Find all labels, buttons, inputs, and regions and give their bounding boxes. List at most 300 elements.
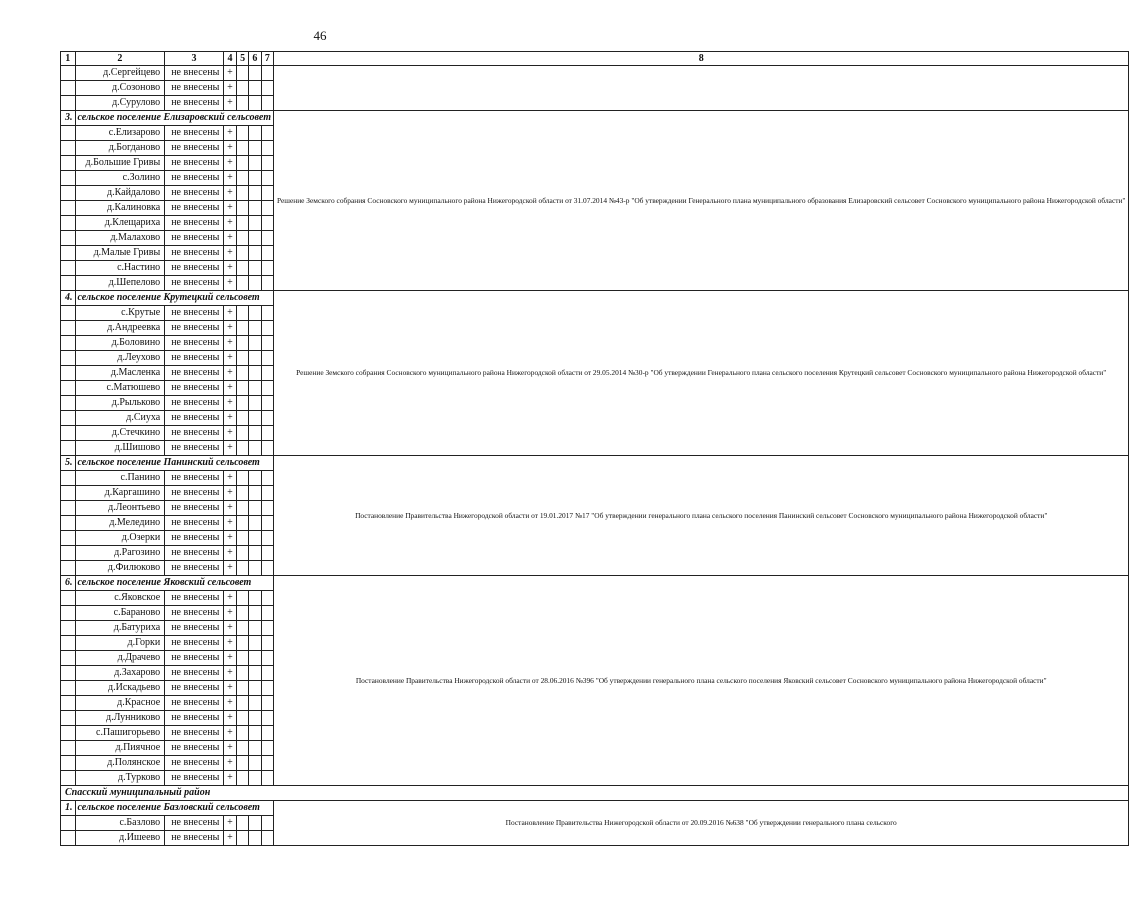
empty-cell-6 <box>249 771 262 786</box>
empty-cell-5 <box>237 666 249 681</box>
empty-cell-6 <box>249 336 262 351</box>
settlement-name: д.Сиуха <box>75 411 165 426</box>
col-header: 8 <box>274 52 1129 66</box>
mark-cell: + <box>223 216 236 231</box>
row-number-cell <box>61 351 76 366</box>
settlement-name: д.Малахово <box>75 231 165 246</box>
empty-cell-6 <box>249 486 262 501</box>
settlement-name: с.Елизарово <box>75 126 165 141</box>
row-number-cell <box>61 666 76 681</box>
page-number: 46 <box>313 28 327 43</box>
row-number-cell <box>61 741 76 756</box>
row-number-cell <box>61 486 76 501</box>
status-cell: не внесены <box>165 726 224 741</box>
row-number-cell <box>61 261 76 276</box>
status-cell: не внесены <box>165 756 224 771</box>
empty-cell-7 <box>261 186 273 201</box>
row-number-cell <box>61 141 76 156</box>
empty-cell-6 <box>249 471 262 486</box>
empty-cell-5 <box>237 261 249 276</box>
empty-cell-6 <box>249 321 262 336</box>
row-number-cell <box>61 246 76 261</box>
empty-cell-5 <box>237 306 249 321</box>
status-cell: не внесены <box>165 126 224 141</box>
empty-cell-7 <box>261 546 273 561</box>
empty-cell-6 <box>249 516 262 531</box>
header-row <box>61 52 1129 66</box>
settlement-name: д.Пиячное <box>75 741 165 756</box>
mark-cell: + <box>223 516 236 531</box>
document-reference-cell: Постановление Правительства Нижегородской области от 20.09.2016 №638 "Об утверждении генерального плана сельского <box>274 801 1129 846</box>
status-cell: не внесены <box>165 141 224 156</box>
status-cell: не внесены <box>165 816 224 831</box>
district-row <box>61 786 1129 801</box>
empty-cell-6 <box>249 831 262 846</box>
mark-cell: + <box>223 651 236 666</box>
mark-cell: + <box>223 666 236 681</box>
settlement-name: д.Батуриха <box>75 621 165 636</box>
status-cell: не внесены <box>165 81 224 96</box>
col-header: 5 <box>237 52 249 66</box>
status-cell: не внесены <box>165 351 224 366</box>
section-row <box>61 291 1129 306</box>
status-cell: не внесены <box>165 261 224 276</box>
empty-cell-6 <box>249 276 262 291</box>
empty-cell-7 <box>261 411 273 426</box>
empty-cell-7 <box>261 396 273 411</box>
empty-cell-7 <box>261 141 273 156</box>
empty-cell-6 <box>249 381 262 396</box>
settlement-name: д.Шишово <box>75 441 165 456</box>
document-reference-cell: Решение Земского собрания Сосновского муниципального района Нижегородской области от 31.07.2014 №43-р "Об утверждении Генерального плана муниципального образования Елизаровский сельсовет Сосновского муниципального района Нижегородской области" <box>274 111 1129 291</box>
settlement-name: д.Андреевка <box>75 321 165 336</box>
row-number-cell <box>61 81 76 96</box>
empty-cell-7 <box>261 771 273 786</box>
empty-cell-5 <box>237 246 249 261</box>
empty-cell-5 <box>237 321 249 336</box>
empty-cell-5 <box>237 276 249 291</box>
empty-cell-5 <box>237 816 249 831</box>
document-reference-cell: Постановление Правительства Нижегородской области от 19.01.2017 №17 "Об утверждении генерального плана сельского поселения Панинский сельсовет Сосновского муниципального района Нижегородской области" <box>274 456 1129 576</box>
status-cell: не внесены <box>165 366 224 381</box>
empty-cell-5 <box>237 726 249 741</box>
empty-cell-6 <box>249 396 262 411</box>
mark-cell: + <box>223 711 236 726</box>
empty-cell-5 <box>237 516 249 531</box>
status-cell: не внесены <box>165 771 224 786</box>
empty-cell-6 <box>249 606 262 621</box>
empty-cell-7 <box>261 486 273 501</box>
empty-cell-7 <box>261 666 273 681</box>
empty-cell-5 <box>237 831 249 846</box>
empty-cell-6 <box>249 426 262 441</box>
settlement-name: д.Меледино <box>75 516 165 531</box>
status-cell: не внесены <box>165 696 224 711</box>
empty-cell-7 <box>261 636 273 651</box>
mark-cell: + <box>223 501 236 516</box>
col-header: 1 <box>61 52 76 66</box>
empty-cell-7 <box>261 126 273 141</box>
empty-cell-5 <box>237 186 249 201</box>
status-cell: не внесены <box>165 186 224 201</box>
mark-cell: + <box>223 591 236 606</box>
section-title: сельское поселение Панинский сельсовет <box>75 456 274 471</box>
empty-cell-5 <box>237 66 249 81</box>
empty-cell-7 <box>261 351 273 366</box>
empty-cell-5 <box>237 591 249 606</box>
empty-cell-5 <box>237 411 249 426</box>
settlement-name: д.Ишеево <box>75 831 165 846</box>
empty-cell-6 <box>249 756 262 771</box>
status-cell: не внесены <box>165 561 224 576</box>
row-number-cell <box>61 66 76 81</box>
row-number-cell <box>61 201 76 216</box>
document-reference-cell: Решение Земского собрания Сосновского муниципального района Нижегородской области от 29.05.2014 №30-р "Об утверждении Генерального плана сельского поселения Крутецкий сельсовет Сосновского муниципального района Нижегородской области" <box>274 291 1129 456</box>
settlement-name: д.Леонтьево <box>75 501 165 516</box>
empty-cell-6 <box>249 636 262 651</box>
settlement-name: д.Малые Гривы <box>75 246 165 261</box>
status-cell: не внесены <box>165 381 224 396</box>
settlement-name: д.Сурулово <box>75 96 165 111</box>
empty-cell-5 <box>237 501 249 516</box>
empty-cell-5 <box>237 696 249 711</box>
settlement-name: с.Матюшево <box>75 381 165 396</box>
settlement-name: д.Филюково <box>75 561 165 576</box>
empty-cell-6 <box>249 741 262 756</box>
empty-cell-5 <box>237 606 249 621</box>
empty-cell-5 <box>237 426 249 441</box>
mark-cell: + <box>223 81 236 96</box>
settlement-name: с.Золино <box>75 171 165 186</box>
status-cell: не внесены <box>165 486 224 501</box>
row-number-cell <box>61 366 76 381</box>
mark-cell: + <box>223 156 236 171</box>
empty-cell-7 <box>261 621 273 636</box>
row-number-cell <box>61 276 76 291</box>
empty-cell-7 <box>261 816 273 831</box>
district-title: Спасский муниципальный район <box>61 786 1129 801</box>
empty-cell-5 <box>237 711 249 726</box>
status-cell: не внесены <box>165 591 224 606</box>
settlement-name: д.Кайдалово <box>75 186 165 201</box>
settlement-name: с.Бараново <box>75 606 165 621</box>
empty-cell-7 <box>261 201 273 216</box>
mark-cell: + <box>223 816 236 831</box>
settlement-name: д.Боловино <box>75 336 165 351</box>
row-number-cell <box>61 546 76 561</box>
status-cell: не внесены <box>165 531 224 546</box>
empty-cell-7 <box>261 651 273 666</box>
status-cell: не внесены <box>165 741 224 756</box>
settlement-name: д.Стечкино <box>75 426 165 441</box>
settlement-name: с.Яковское <box>75 591 165 606</box>
empty-cell-6 <box>249 726 262 741</box>
row-number-cell <box>61 306 76 321</box>
status-cell: не внесены <box>165 66 224 81</box>
empty-cell-7 <box>261 381 273 396</box>
empty-cell-7 <box>261 321 273 336</box>
empty-cell-6 <box>249 711 262 726</box>
row-number-cell <box>61 441 76 456</box>
empty-cell-6 <box>249 681 262 696</box>
settlement-name: д.Захарово <box>75 666 165 681</box>
section-number: 4. <box>61 291 76 306</box>
row-number-cell <box>61 621 76 636</box>
section-row <box>61 801 1129 816</box>
status-cell: не внесены <box>165 441 224 456</box>
status-cell: не внесены <box>165 471 224 486</box>
status-cell: не внесены <box>165 96 224 111</box>
settlement-name: с.Пашигорьево <box>75 726 165 741</box>
mark-cell: + <box>223 186 236 201</box>
empty-cell-7 <box>261 681 273 696</box>
empty-cell-6 <box>249 366 262 381</box>
col-header: 4 <box>223 52 236 66</box>
empty-cell-7 <box>261 231 273 246</box>
empty-cell-7 <box>261 471 273 486</box>
status-cell: не внесены <box>165 411 224 426</box>
mark-cell: + <box>223 531 236 546</box>
empty-cell-7 <box>261 261 273 276</box>
empty-cell-5 <box>237 771 249 786</box>
status-cell: не внесены <box>165 606 224 621</box>
mark-cell: + <box>223 141 236 156</box>
empty-cell-5 <box>237 201 249 216</box>
status-cell: не внесены <box>165 171 224 186</box>
settlement-name: д.Красное <box>75 696 165 711</box>
empty-cell-7 <box>261 501 273 516</box>
mark-cell: + <box>223 741 236 756</box>
status-cell: не внесены <box>165 201 224 216</box>
row-number-cell <box>61 771 76 786</box>
settlement-name: д.Клещариха <box>75 216 165 231</box>
settlement-name: д.Калиновка <box>75 201 165 216</box>
mark-cell: + <box>223 696 236 711</box>
mark-cell: + <box>223 381 236 396</box>
col-header: 7 <box>261 52 273 66</box>
mark-cell: + <box>223 606 236 621</box>
empty-cell-7 <box>261 81 273 96</box>
row-number-cell <box>61 831 76 846</box>
mark-cell: + <box>223 471 236 486</box>
empty-cell-7 <box>261 516 273 531</box>
status-cell: не внесены <box>165 636 224 651</box>
mark-cell: + <box>223 831 236 846</box>
row-number-cell <box>61 606 76 621</box>
empty-cell-6 <box>249 201 262 216</box>
empty-cell-7 <box>261 276 273 291</box>
empty-cell-6 <box>249 816 262 831</box>
row-number-cell <box>61 336 76 351</box>
status-cell: не внесены <box>165 336 224 351</box>
mark-cell: + <box>223 546 236 561</box>
empty-cell-5 <box>237 156 249 171</box>
mark-cell: + <box>223 411 236 426</box>
empty-cell-6 <box>249 696 262 711</box>
status-cell: не внесены <box>165 246 224 261</box>
settlement-name: д.Горки <box>75 636 165 651</box>
settlement-name: д.Полянское <box>75 756 165 771</box>
empty-cell-5 <box>237 531 249 546</box>
row-number-cell <box>61 216 76 231</box>
empty-cell-5 <box>237 216 249 231</box>
section-row <box>61 576 1129 591</box>
status-cell: не внесены <box>165 426 224 441</box>
empty-cell-7 <box>261 531 273 546</box>
row-number-cell <box>61 681 76 696</box>
row-number-cell <box>61 231 76 246</box>
empty-cell-5 <box>237 681 249 696</box>
mark-cell: + <box>223 561 236 576</box>
empty-cell-5 <box>237 171 249 186</box>
status-cell: не внесены <box>165 216 224 231</box>
row-number-cell <box>61 531 76 546</box>
row-number-cell <box>61 816 76 831</box>
row-number-cell <box>61 651 76 666</box>
empty-cell-7 <box>261 756 273 771</box>
empty-cell-5 <box>237 81 249 96</box>
status-cell: не внесены <box>165 711 224 726</box>
empty-cell-6 <box>249 186 262 201</box>
empty-cell-6 <box>249 141 262 156</box>
settlement-name: д.Лунниково <box>75 711 165 726</box>
mark-cell: + <box>223 636 236 651</box>
row-number-cell <box>61 591 76 606</box>
row-number-cell <box>61 636 76 651</box>
row-number-cell <box>61 756 76 771</box>
register-table <box>60 51 1129 846</box>
empty-cell-5 <box>237 381 249 396</box>
row-number-cell <box>61 471 76 486</box>
row-number-cell <box>61 501 76 516</box>
empty-cell-7 <box>261 606 273 621</box>
empty-cell-6 <box>249 651 262 666</box>
settlement-name: д.Богданово <box>75 141 165 156</box>
mark-cell: + <box>223 336 236 351</box>
mark-cell: + <box>223 126 236 141</box>
status-cell: не внесены <box>165 156 224 171</box>
mark-cell: + <box>223 231 236 246</box>
empty-cell-5 <box>237 231 249 246</box>
empty-cell-5 <box>237 126 249 141</box>
empty-cell-7 <box>261 591 273 606</box>
empty-cell-6 <box>249 561 262 576</box>
empty-cell-7 <box>261 216 273 231</box>
empty-cell-7 <box>261 711 273 726</box>
mark-cell: + <box>223 306 236 321</box>
status-cell: не внесены <box>165 621 224 636</box>
empty-cell-5 <box>237 741 249 756</box>
status-cell: не внесены <box>165 651 224 666</box>
empty-cell-6 <box>249 81 262 96</box>
row-number-cell <box>61 321 76 336</box>
empty-cell-6 <box>249 126 262 141</box>
settlement-name: с.Базлово <box>75 816 165 831</box>
status-cell: не внесены <box>165 831 224 846</box>
status-cell: не внесены <box>165 501 224 516</box>
empty-cell-7 <box>261 246 273 261</box>
empty-cell-6 <box>249 441 262 456</box>
row-number-cell <box>61 696 76 711</box>
empty-cell-7 <box>261 726 273 741</box>
empty-cell-6 <box>249 216 262 231</box>
empty-cell-6 <box>249 306 262 321</box>
status-cell: не внесены <box>165 321 224 336</box>
empty-cell-6 <box>249 156 262 171</box>
settlement-name: д.Искадьево <box>75 681 165 696</box>
settlement-name: с.Настино <box>75 261 165 276</box>
empty-cell-6 <box>249 666 262 681</box>
status-cell: не внесены <box>165 396 224 411</box>
empty-cell-5 <box>237 366 249 381</box>
empty-cell-6 <box>249 261 262 276</box>
status-cell: не внесены <box>165 546 224 561</box>
status-cell: не внесены <box>165 306 224 321</box>
empty-cell-5 <box>237 441 249 456</box>
settlement-name: д.Созоново <box>75 81 165 96</box>
mark-cell: + <box>223 771 236 786</box>
empty-cell-7 <box>261 156 273 171</box>
mark-cell: + <box>223 321 236 336</box>
document-reference-cell: Постановление Правительства Нижегородской области от 28.06.2016 №396 "Об утверждении генерального плана сельского поселения Яковский сельсовет Сосновского муниципального района Нижегородской области" <box>274 576 1129 786</box>
status-cell: не внесены <box>165 276 224 291</box>
empty-cell-7 <box>261 336 273 351</box>
settlement-name: д.Масленка <box>75 366 165 381</box>
empty-cell-7 <box>261 306 273 321</box>
mark-cell: + <box>223 96 236 111</box>
row-number-cell <box>61 726 76 741</box>
mark-cell: + <box>223 261 236 276</box>
row-number-cell <box>61 396 76 411</box>
mark-cell: + <box>223 441 236 456</box>
empty-cell-5 <box>237 471 249 486</box>
mark-cell: + <box>223 351 236 366</box>
row-number-cell <box>61 516 76 531</box>
empty-cell-6 <box>249 546 262 561</box>
settlement-name: д.Рагозино <box>75 546 165 561</box>
mark-cell: + <box>223 246 236 261</box>
empty-cell-7 <box>261 441 273 456</box>
row-number-cell <box>61 156 76 171</box>
empty-cell-5 <box>237 636 249 651</box>
mark-cell: + <box>223 756 236 771</box>
empty-cell-7 <box>261 366 273 381</box>
empty-cell-6 <box>249 96 262 111</box>
empty-cell-7 <box>261 171 273 186</box>
settlement-name: с.Крутые <box>75 306 165 321</box>
section-number: 1. <box>61 801 76 816</box>
section-row <box>61 111 1129 126</box>
empty-cell-5 <box>237 351 249 366</box>
section-number: 3. <box>61 111 76 126</box>
section-row <box>61 456 1129 471</box>
section-number: 6. <box>61 576 76 591</box>
mark-cell: + <box>223 201 236 216</box>
section-title: сельское поселение Елизаровский сельсовет <box>75 111 274 126</box>
empty-cell-6 <box>249 531 262 546</box>
empty-cell-6 <box>249 411 262 426</box>
mark-cell: + <box>223 681 236 696</box>
mark-cell: + <box>223 486 236 501</box>
mark-cell: + <box>223 171 236 186</box>
mark-cell: + <box>223 366 236 381</box>
empty-cell-7 <box>261 831 273 846</box>
empty-cell-5 <box>237 336 249 351</box>
empty-cell-6 <box>249 246 262 261</box>
status-cell: не внесены <box>165 681 224 696</box>
row-number-cell <box>61 186 76 201</box>
row-number-cell <box>61 126 76 141</box>
